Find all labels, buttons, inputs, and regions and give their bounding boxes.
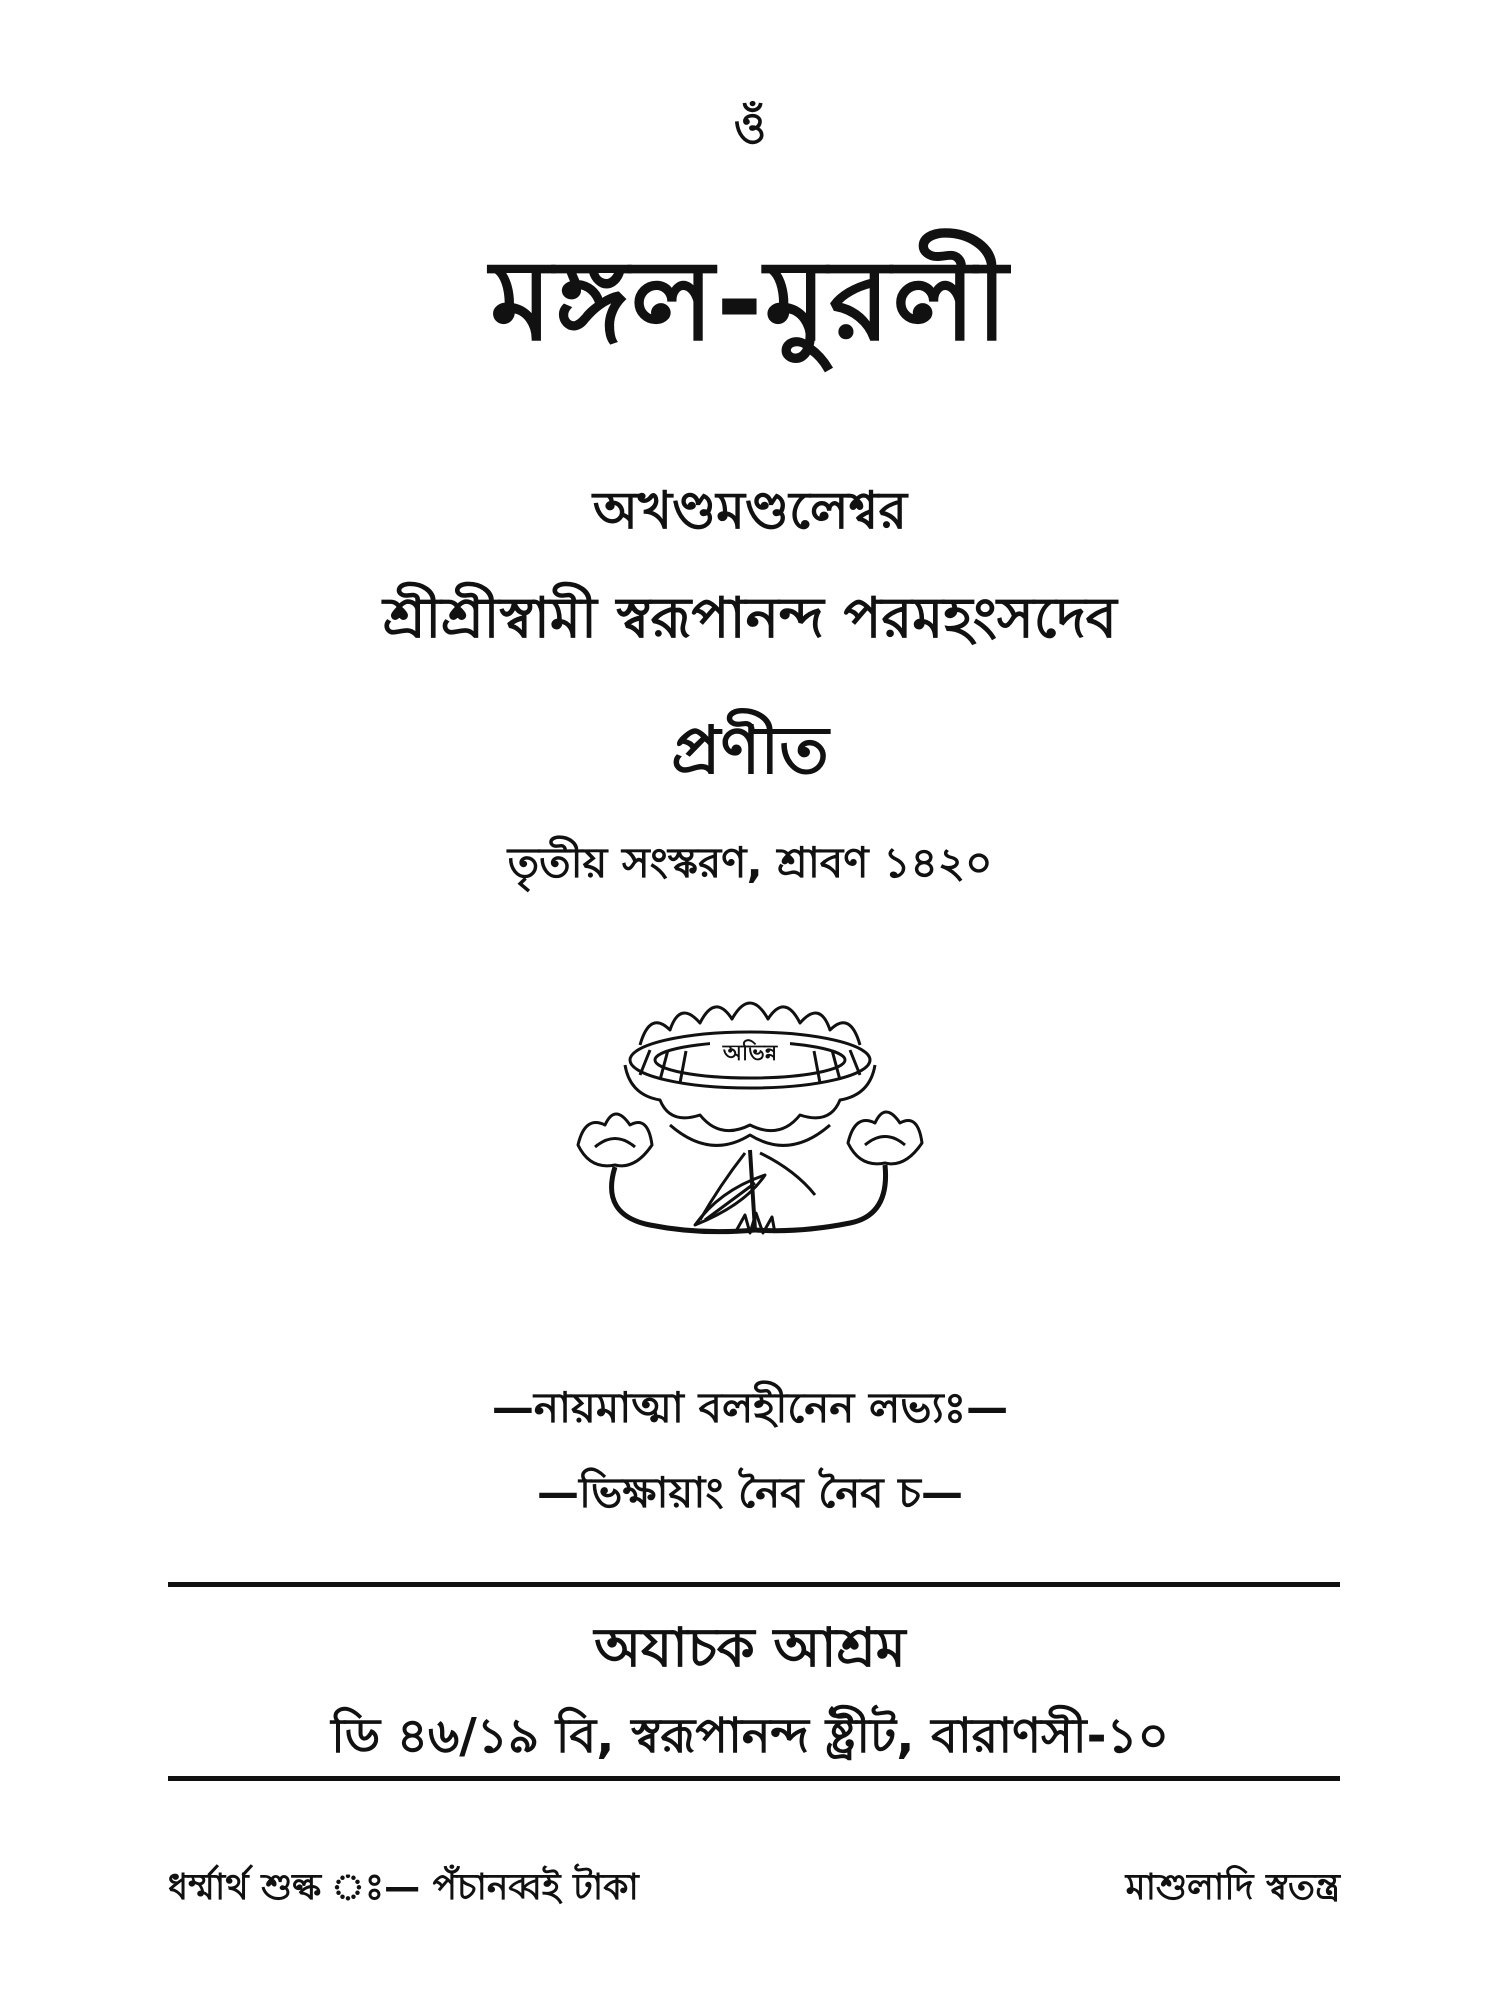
- publisher-address: ডি ৪৬/১৯ বি, স্বরূপানন্দ ষ্ট্রীট, বারাণসী-১০: [331, 1708, 1169, 1764]
- postage-note: মাশুলাদি স্বতন্ত্র: [1125, 1867, 1340, 1908]
- author-epithet: অখণ্ডমণ্ডলেশ্বর: [592, 481, 908, 541]
- edition-line: তৃতীয় সংস্করণ, শ্রাবণ ১৪২০: [507, 838, 993, 887]
- divider-top: [168, 1582, 1340, 1587]
- publisher-name: অযাচক আশ্রম: [594, 1616, 906, 1679]
- lotus-emblem-icon: [560, 975, 940, 1255]
- om-symbol: ওঁ: [733, 103, 767, 154]
- book-title: মঙ্গল-মুরলী: [490, 236, 1010, 366]
- composed-by-label: প্রণীত: [671, 712, 829, 789]
- divider-bottom: [168, 1776, 1340, 1781]
- author-name: শ্রীশ্রীস্বামী স্বরূপানন্দ পরমহংসদেব: [383, 586, 1117, 651]
- motto-line-1: —নায়মাত্মা বলহীনেন লভ্যঃ—: [491, 1383, 1009, 1432]
- price-note: ধর্ম্মার্থ শুল্ক ঃ— পঁচানব্বই টাকা: [168, 1867, 639, 1908]
- emblem-label: অভিন্ন: [722, 1041, 778, 1066]
- motto-line-2: —ভিক্ষায়াং নৈব নৈব চ—: [537, 1468, 963, 1517]
